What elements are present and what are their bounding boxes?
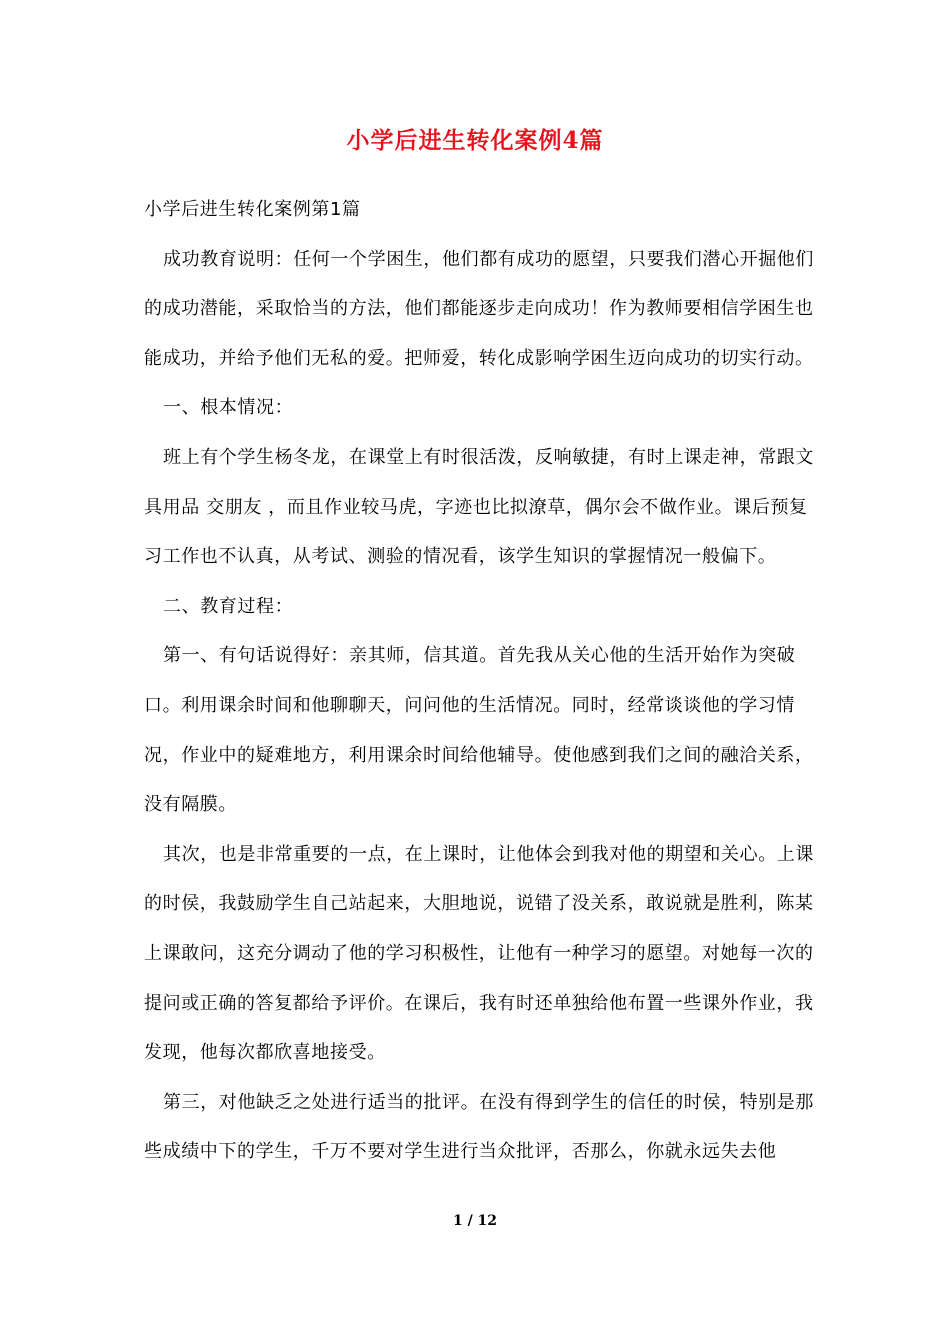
page-indicator: 1 / 12 [452,1213,498,1229]
paragraph-intro: 成功教育说明：任何一个学困生，他们都有成功的愿望，只要我们潜心开掘他们的成功潜能，采取恰当的方法，他们都能逐步走向成功！作为教师要相信学困生也能成功，并给予他们无私的爱。把师爱，转化成影响学困生迈向成功的切实行动。 [144,248,814,369]
section-subtitle: 小学后进生转化案例第1篇 [144,199,361,220]
section-heading-process: 二、教育过程： [163,595,294,617]
document-body [144,185,824,1177]
paragraph-second: 其次，也是非常重要的一点，在上课时，让他体会到我对他的期望和关心。上课的时侯，我鼓励学生自己站起来，大胆地说，说错了没关系，敢说就是胜利，陈某上课敢问，这充分调动了他的学习积极性，让他有一种学习的愿望。对她每一次的提问或正确的答复都给予评价。在课后，我有时还单独给他布置一些课外作业，我发现，他每次都欣喜地接受。 [144,843,814,1064]
paragraph-first: 第一、有句话说得好：亲其师，信其道。首先我从关心他的生活开始作为突破口。利用课余时间和他聊聊天，问问他的生活情况。同时，经常谈谈他的学习情况，作业中的疑难地方，利用课余时间给他辅导。使他感到我们之间的融洽关系，没有隔膜。 [144,645,814,816]
section-heading-basic: 一、根本情况： [163,397,294,419]
paragraph-third: 第三，对他缺乏之处进行适当的批评。在没有得到学生的信任的时侯，特别是那些成绩中下的学生，千万不要对学生进行当众批评，否那么，你就永远失去他 [144,1091,814,1163]
paragraph-situation: 班上有个学生杨冬龙，在课堂上有时很活泼，反响敏捷，有时上课走神，常跟文具用品 交朋友 ，而且作业较马虎，字迹也比拟潦草，偶尔会不做作业。课后预复习工作也不认真，从考试、测验的情况看，该学生知识的掌握情况一般偏下。 [144,446,814,568]
document-title: 小学后进生转化案例4篇 [346,127,604,154]
